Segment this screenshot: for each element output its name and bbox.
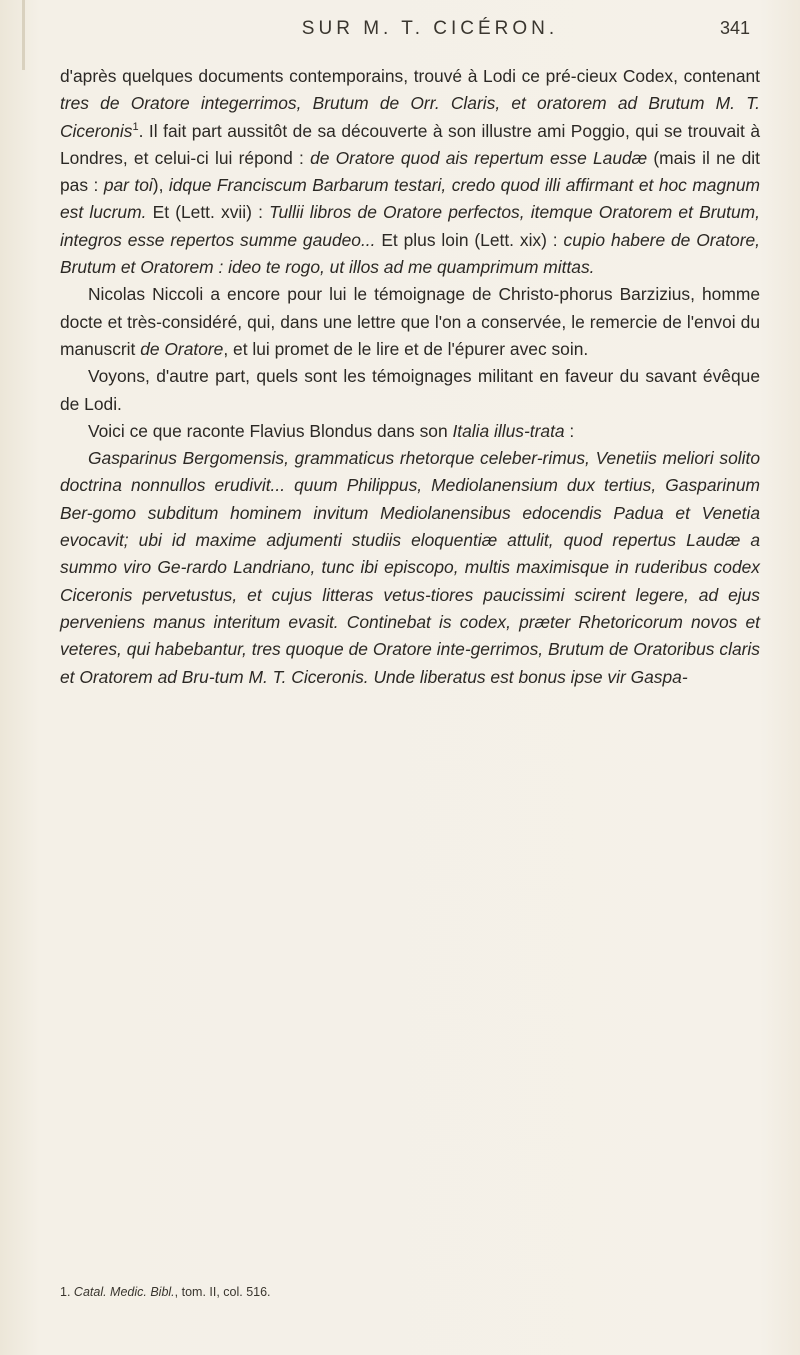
book-title: Italia illus-trata bbox=[452, 420, 565, 441]
paragraph-3: Voyons, d'autre part, quels sont les témoignages militant en faveur du savant évêque de Lodi. bbox=[60, 366, 760, 414]
text-run: : bbox=[564, 420, 575, 441]
footnote bbox=[60, 1285, 760, 1299]
text-run: (mais il ne dit pas : bbox=[60, 147, 761, 196]
text-run: Voici ce que raconte Flavius Blondus dans son bbox=[88, 420, 453, 441]
page-number: 341 bbox=[719, 18, 750, 38]
footnote-number: 1. bbox=[60, 1285, 71, 1299]
running-title: SUR M. T. CICÉRON. bbox=[301, 18, 559, 39]
latin-citation: idque Franciscum Barbarum testari, credo quod illi affirmant et hoc magnum est lucrum. bbox=[60, 175, 760, 223]
text-run: Et plus loin (Lett. xix) : bbox=[375, 229, 564, 250]
latin-citation: de Oratore bbox=[140, 338, 224, 359]
latin-citation: tres de Oratore integerrimos, Brutum de Orr. Claris, et oratorem ad Brutum M. T. Ciceronis bbox=[60, 93, 760, 141]
text-run: Nicolas Niccoli a encore pour lui le témoignage de Christo-phorus Barzizius, homme docte et très-considéré, qui, dans une lettre que l'on a conservée, le remercie de l'envoi du manuscrit bbox=[60, 284, 760, 359]
text-run: . Il fait part aussitôt de sa découverte à son illustre ami Poggio, qui se trouvait à Londres, et celui-ci lui répond : bbox=[60, 120, 760, 168]
paragraph-2 bbox=[60, 281, 760, 363]
latin-citation: de Oratore quod ais repertum esse Laudæ bbox=[310, 147, 648, 168]
text-run: ), bbox=[152, 175, 169, 196]
latin-citation: cupio habere de Oratore, Brutum et Oratorem : ideo te rogo, ut illos ad me quamprimum mittas. bbox=[60, 229, 761, 278]
text-run: Et (Lett. xvii) : bbox=[146, 202, 270, 223]
paragraph-4 bbox=[60, 418, 760, 445]
body-text bbox=[60, 63, 760, 691]
page-header bbox=[150, 18, 750, 48]
page-fold-mark bbox=[22, 0, 25, 70]
footnote-marker: 1 bbox=[132, 120, 139, 133]
latin-citation: Tullii libros de Oratore perfectos, itemque Oratorem et Brutum, integros esse repertos summe gaudeo... bbox=[60, 202, 760, 250]
footnote-reference: Catal. Medic. Bibl. bbox=[73, 1285, 175, 1299]
text-run: , et lui promet de le lire et de l'épurer avec soin. bbox=[223, 338, 589, 359]
paragraph-1 bbox=[60, 63, 760, 281]
latin-quotation: Gasparinus Bergomensis, grammaticus rhetorque celeber-rimus, Venetiis meliori solito doctrina nonnullos erudivit... quum Philippus, Mediolanensium dux tertius, Gasparinum Ber-gomo subditum hominem invitum Mediolanensibus edocendis Padua et Venetia evocavit; ubi id maxime adjumenti studiis eloquentiæ attulit, quod repertus Laudæ a summo viro Ge-rardo Landriano, tunc ibi episcopo, multis maximisque in ruderibus codex Ciceronis pervetustus, et cujus litteras vetus-tiores paucissimi scirent legere, ad ejus perveniens manus interitum evasit. Continebat is codex, præter Rhetoricorum novos et veteres, qui habebantur, tres quoque de Oratore inte-gerrimos, Brutum de Oratoribus claris et Oratorem ad Bru-tum M. T. Ciceronis. Unde liberatus est bonus ipse vir Gaspa- bbox=[60, 448, 760, 687]
footnote-location: , tom. II, col. 516. bbox=[174, 1285, 271, 1299]
emphasis: par toi bbox=[103, 175, 153, 196]
text-run: d'après quelques documents contemporains, trouvé à Lodi ce pré-cieux Codex, contenant bbox=[60, 66, 760, 86]
